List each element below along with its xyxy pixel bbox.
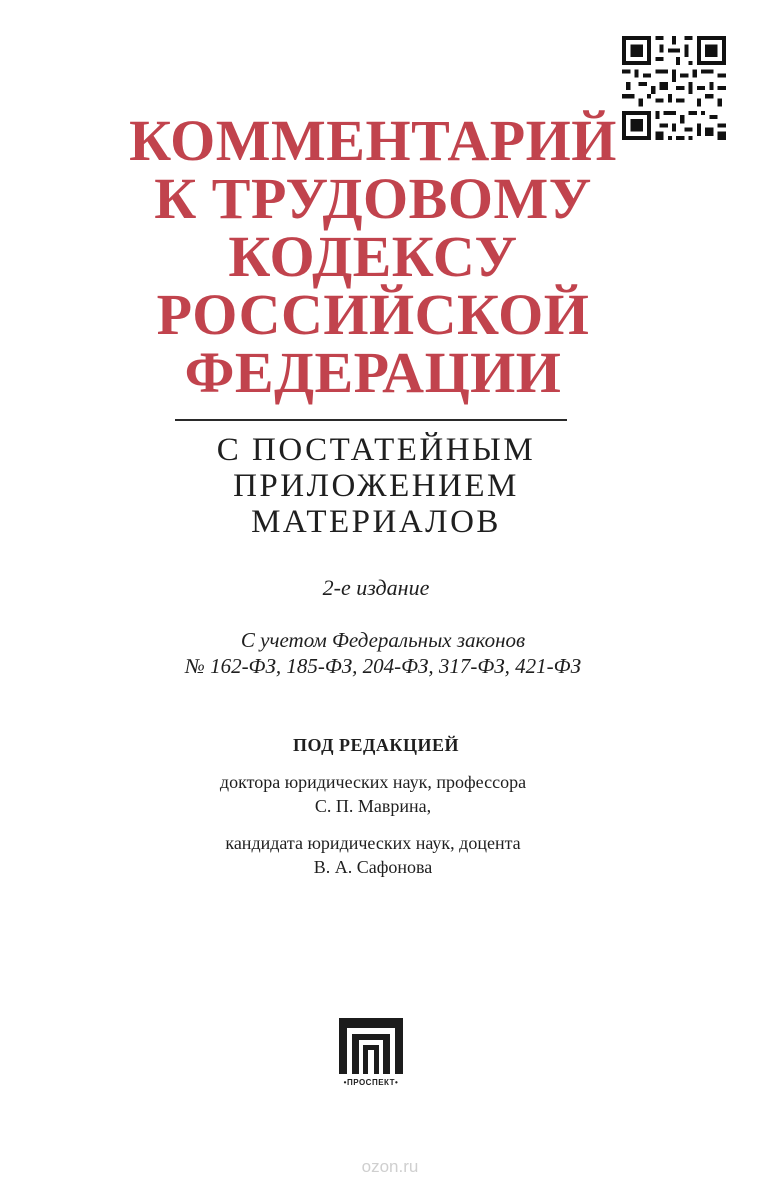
editor-title: кандидата юридических наук, доцента: [225, 833, 521, 853]
subtitle-line: ПРИЛОЖЕНИЕМ: [233, 468, 519, 504]
book-subtitle: [160, 432, 592, 540]
title-line: КОДЕКСУ: [228, 224, 518, 289]
title-divider: [175, 419, 567, 421]
editor-name: В. А. Сафонова: [313, 857, 433, 877]
laws-note-line: № 162-ФЗ, 185-ФЗ, 204-ФЗ, 317-ФЗ, 421-ФЗ: [185, 654, 581, 678]
subtitle-line: С ПОСТАТЕЙНЫМ: [216, 432, 536, 468]
editor-name: С. П. Маврина,: [314, 796, 432, 816]
title-line: К ТРУДОВОМУ: [154, 166, 592, 231]
subtitle-line: МАТЕРИАЛОВ: [251, 504, 501, 540]
laws-note: [100, 627, 666, 679]
editor-entry: [120, 770, 626, 818]
watermark: ozon.ru: [361, 1157, 419, 1176]
editor-entry: [120, 831, 626, 879]
editors-heading: ПОД РЕДАКЦИЕЙ: [293, 735, 459, 755]
laws-note-line: С учетом Федеральных законов: [240, 628, 526, 652]
edition-label: 2-е издание: [322, 575, 430, 600]
title-line: КОММЕНТАРИЙ: [129, 108, 617, 173]
qr-code-icon: [622, 36, 726, 140]
title-line: РОССИЙСКОЙ: [156, 282, 590, 347]
publisher-name: •ПРОСПЕКТ•: [343, 1078, 399, 1087]
book-title: [120, 108, 626, 405]
title-line: ФЕДЕРАЦИИ: [184, 340, 562, 405]
editor-title: доктора юридических наук, профессора: [219, 772, 527, 792]
